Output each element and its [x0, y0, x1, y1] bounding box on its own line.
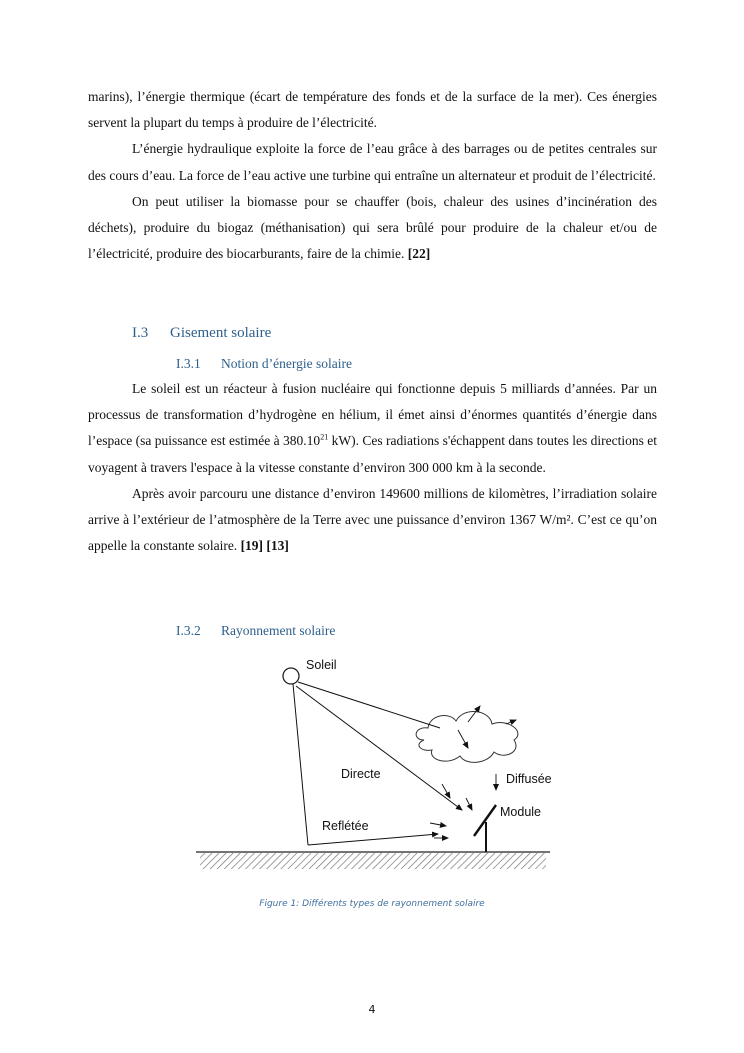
heading-gisement-solaire — [132, 325, 271, 342]
exponent: 21 — [320, 432, 329, 442]
paragraph-marine-energy: marins), l’énergie thermique (écart de température des fonds et de la surface de la mer). Ces énergies servent la plupart du temps à produire de l’électricité. — [88, 89, 657, 131]
heading-number: I.3.2 — [176, 623, 201, 638]
paragraph-biomass — [88, 189, 657, 268]
citation-19-13: [19] [13] — [240, 538, 289, 554]
heading-notion-energie-solaire — [176, 356, 352, 372]
biomass-text: On peut utiliser la biomasse pour se chauffer (bois, chaleur des usines d’incinération des déchets), produire du biogaz (méthanisation) qui sera brûlé pour produire de la chaleur et/ou de l’électricité, produire des biocarburants, faire de la chimie. — [88, 193, 657, 262]
sun-text-a: Le soleil est un réacteur à fusion nucléaire qui fonctionne depuis 5 milliards d’années. Par un processus de transformation d’hydrogène en hélium, il émet ainsi d’énormes quantités d’énergie dans l’espace (sa puissance est estimée à 380.10 — [88, 381, 657, 449]
citation-22: [22] — [407, 246, 431, 262]
page-number: 4 — [368, 1003, 376, 1016]
body-text-middle — [88, 376, 657, 559]
heading-title: Gisement solaire — [170, 325, 272, 341]
label-sun: Soleil — [306, 658, 337, 672]
label-diffuse: Diffusée — [506, 772, 552, 786]
label-module: Module — [500, 805, 541, 819]
label-direct: Directe — [341, 767, 381, 781]
label-reflected: Reflétée — [322, 819, 369, 833]
sun-icon — [283, 668, 299, 684]
figure-caption: Figure 1: Différents types de rayonnement solaire — [259, 899, 485, 909]
heading-title: Notion d’énergie solaire — [221, 356, 352, 371]
heading-number: I.3.1 — [176, 356, 201, 371]
ground-hatch — [200, 853, 546, 869]
sun-text-b: kW). Ces radiations s'échappent dans toutes les directions et voyagent à travers l'espace à la vitesse constante d’environ 300 000 km à la seconde. — [88, 433, 657, 475]
heading-rayonnement-solaire — [176, 623, 335, 639]
solar-radiation-diagram — [176, 648, 568, 880]
paragraph-sun-reactor — [88, 376, 657, 481]
figure-background — [176, 648, 568, 880]
paragraph-solar-constant — [88, 481, 657, 560]
paragraph-hydraulic-energy: L’énergie hydraulique exploite la force de l’eau grâce à des barrages ou de petites centrales sur des cours d’eau. La force de l’eau active une turbine qui entraîne un alternateur et produit de l’électricité. — [88, 141, 657, 183]
solar-constant-text: Après avoir parcouru une distance d’environ 149600 millions de kilomètres, l’irradiation solaire arrive à l’extérieur de l’atmosphère de la Terre avec une puissance d’environ 1367 W/m². C’est ce qu’on appelle la constante solaire. — [88, 485, 657, 554]
heading-title: Rayonnement solaire — [221, 623, 336, 638]
heading-number: I.3 — [132, 325, 149, 341]
body-text-top — [88, 84, 657, 267]
